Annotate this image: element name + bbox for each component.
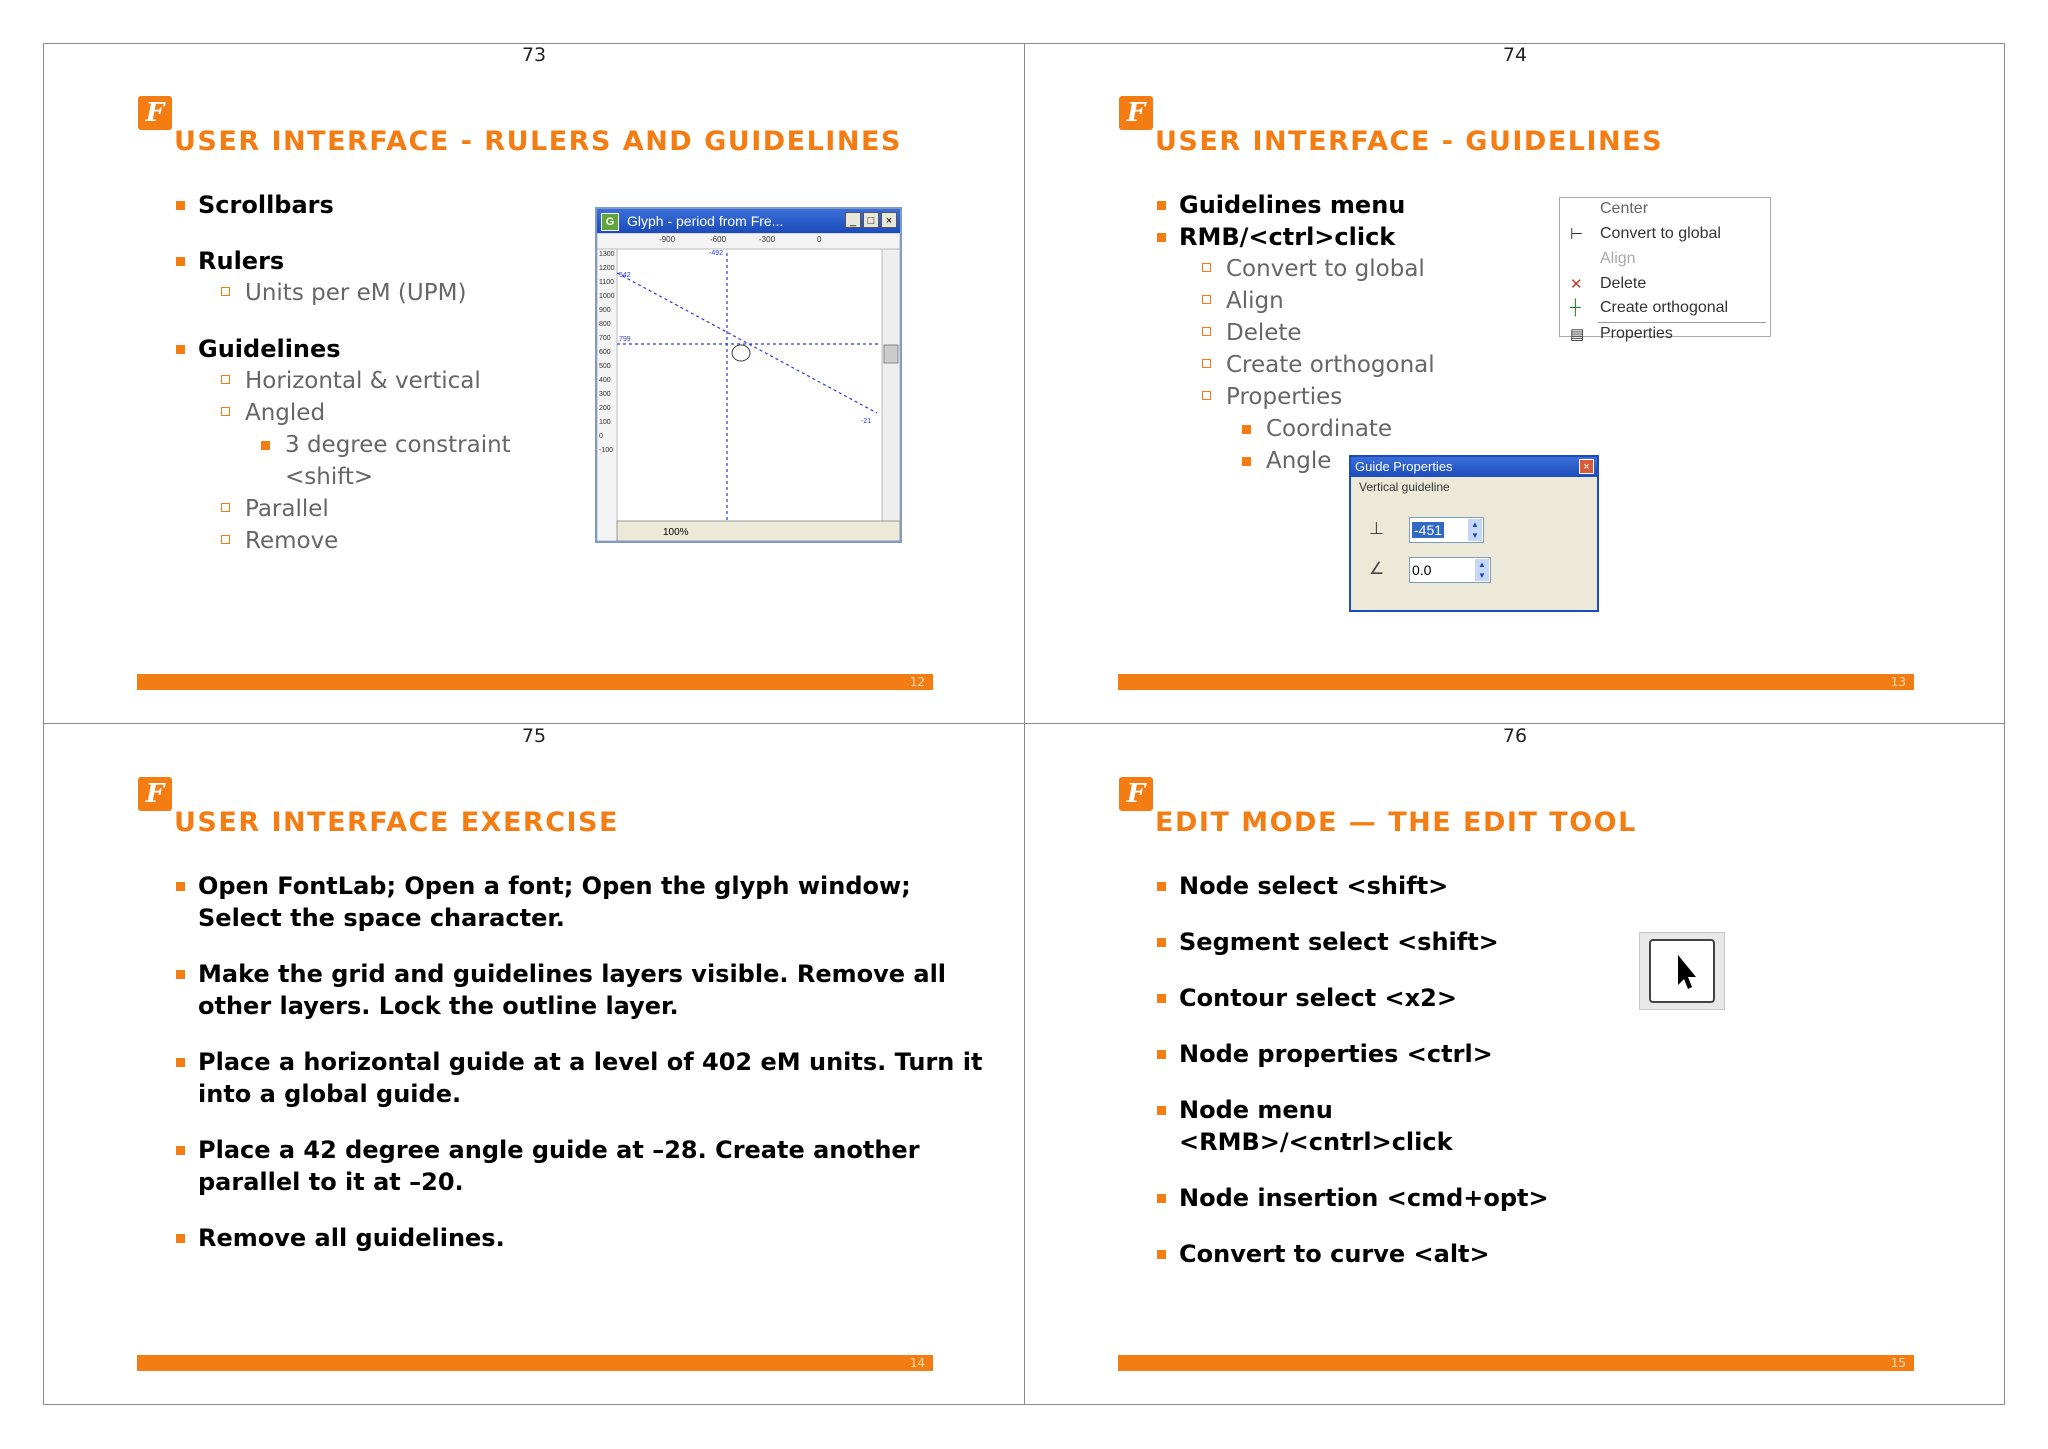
footer-bar [1118, 674, 1914, 690]
menu-item-center[interactable]: Center [1600, 200, 1649, 217]
ruler-left-label: 1200 [599, 265, 615, 272]
slide-title: USER INTERFACE - GUIDELINES [1155, 126, 1664, 157]
sub-bullet: Remove [221, 525, 511, 557]
bullet-list [1155, 870, 1549, 1270]
sub-bullet: Create orthogonal [1202, 349, 1435, 381]
guide-context-menu [1559, 197, 1771, 343]
ruler-top-label: -600 [710, 235, 727, 244]
bullet: Rulers [174, 245, 511, 277]
menu-item-delete[interactable]: Delete [1600, 275, 1647, 292]
delete-icon: ✕ [1570, 276, 1583, 293]
sub-bullet: Convert to global [1202, 253, 1435, 285]
guide-label: -21 [861, 418, 872, 425]
sub-sub-bullet: 3 degree constraint [261, 429, 511, 461]
close-icon[interactable]: × [1579, 459, 1594, 474]
ruler-left-label: -100 [599, 447, 614, 454]
logo-icon: F [1119, 777, 1153, 811]
logo-icon: F [1119, 96, 1153, 130]
bullet: Node select <shift> [1155, 870, 1549, 902]
glyph-window-title: Glyph - period from Fre... [627, 213, 784, 229]
bullet-list [174, 189, 511, 557]
convert-icon: ⊢ [1570, 226, 1584, 243]
ruler-left-label: 100 [599, 419, 611, 426]
bullet: Node menu <RMB>/<cntrl>click [1155, 1094, 1549, 1158]
slide-73 [44, 44, 1024, 724]
spin-icon[interactable]: ▲ ▼ [1475, 559, 1489, 581]
sub-sub-bullet-continuation: <shift> [285, 464, 374, 490]
guide-label: -492 [709, 250, 724, 257]
bullet: Guidelines menu [1155, 189, 1435, 221]
sub-sub-bullet: Angle [1242, 445, 1435, 477]
sub-bullet: Units per eM (UPM) [221, 277, 511, 309]
footer-bar [137, 1355, 933, 1371]
bullet: Convert to curve <alt> [1155, 1238, 1549, 1270]
guide-label: 799 [619, 336, 631, 343]
close-icon[interactable]: × [881, 212, 897, 228]
properties-icon: ▤ [1570, 326, 1585, 343]
menu-item-orthogonal[interactable]: Create orthogonal [1600, 299, 1729, 316]
page-number: 73 [521, 44, 547, 66]
sub-bullet: Horizontal & vertical [221, 365, 511, 397]
ruler-left-label: 400 [599, 377, 611, 384]
ruler-left-label: 1100 [599, 279, 615, 286]
sub-bullet: Angled [221, 397, 511, 429]
sub-sub-bullet: Coordinate [1242, 413, 1435, 445]
bullet: Remove all guidelines. [174, 1222, 982, 1254]
ruler-left-label: 1300 [599, 251, 615, 258]
ruler-left-label: 700 [599, 335, 611, 342]
spin-icon[interactable]: ▲ ▼ [1468, 519, 1482, 541]
guide-properties-dialog [1349, 455, 1599, 612]
maximize-icon[interactable]: □ [863, 212, 879, 228]
dialog-subtitle: Vertical guideline [1359, 480, 1450, 494]
ruler-left-label: 900 [599, 307, 611, 314]
footer-bar [1118, 1355, 1914, 1371]
slide-title: USER INTERFACE EXERCISE [174, 807, 619, 838]
menu-item-convert[interactable]: Convert to global [1600, 225, 1721, 242]
ruler-left-label: 600 [599, 349, 611, 356]
ruler-top-label: 0 [817, 235, 822, 244]
page-number: 75 [521, 725, 547, 747]
page-number: 74 [1502, 44, 1528, 66]
sub-bullet: Parallel [221, 493, 511, 525]
sub-bullet: Delete [1202, 317, 1435, 349]
bullet: Open FontLab; Open a font; Open the glyph window; Select the space character. [174, 870, 982, 934]
bullet: Make the grid and guidelines layers visible. Remove all other layers. Lock the outline layer. [174, 958, 982, 1022]
bullet: Scrollbars [174, 189, 511, 221]
slide-number: 14 [909, 1356, 925, 1370]
slide-75 [44, 725, 1024, 1405]
ruler-left-label: 800 [599, 321, 611, 328]
glyph-window-screenshot [595, 207, 902, 543]
ruler-left-label: 200 [599, 405, 611, 412]
bullet: Place a 42 degree angle guide at –28. Create another parallel to it at –20. [174, 1134, 982, 1198]
dialog-title: Guide Properties × [1351, 457, 1597, 477]
bullet-list [174, 870, 982, 1254]
ruler-left-label: 500 [599, 363, 611, 370]
sub-bullet: Align [1202, 285, 1435, 317]
arrow-cursor-icon [1651, 941, 1713, 1001]
glyph-window-titlebar [597, 209, 900, 233]
logo-icon: F [138, 96, 172, 130]
orthogonal-icon: ┼ [1570, 299, 1581, 316]
edit-tool-button[interactable] [1639, 932, 1725, 1010]
slide-title: USER INTERFACE - RULERS AND GUIDELINES [174, 126, 902, 157]
footer-bar [137, 674, 933, 690]
slide-number: 12 [909, 675, 925, 689]
slide-76 [1025, 725, 2005, 1405]
logo-icon: F [138, 777, 172, 811]
slide-title: EDIT MODE — THE EDIT TOOL [1155, 807, 1637, 838]
angle-icon: ∠ [1369, 559, 1385, 578]
bullet: Guidelines [174, 333, 511, 365]
glyph-canvas [597, 233, 900, 541]
slide-74 [1025, 44, 2005, 724]
bullet: Node insertion <cmd+opt> [1155, 1182, 1549, 1214]
zoom-value: 100% [663, 527, 689, 538]
ruler-top-label: -900 [659, 235, 676, 244]
bullet: Segment select <shift> [1155, 926, 1549, 958]
ruler-left-label: 0 [599, 433, 603, 440]
bullet: Node properties <ctrl> [1155, 1038, 1549, 1070]
menu-item-align[interactable]: Align [1600, 250, 1636, 267]
slide-number: 15 [1890, 1356, 1906, 1370]
angle-field[interactable]: 0.0 ▲ ▼ [1409, 557, 1491, 583]
ruler-left-label: 300 [599, 391, 611, 398]
bullet-list [1155, 189, 1435, 477]
bullet-continuation: RMB/<ctrl>click [1155, 221, 1435, 253]
ruler-left-label: 1000 [599, 293, 615, 300]
bullet: Place a horizontal guide at a level of 402 eM units. Turn it into a global guide. [174, 1046, 982, 1110]
page-number: 76 [1502, 725, 1528, 747]
bullet: Contour select <x2> [1155, 982, 1549, 1014]
ruler-top-label: -300 [759, 235, 776, 244]
guide-label: 542 [619, 272, 631, 279]
position-field[interactable]: -451 ▲ ▼ [1409, 517, 1484, 543]
glyph-app-icon: G [601, 213, 619, 231]
position-icon: ⊥ [1369, 519, 1384, 538]
menu-item-properties[interactable]: Properties [1600, 325, 1673, 342]
sub-bullet: Properties [1202, 381, 1435, 413]
minimize-icon[interactable]: _ [845, 212, 861, 228]
slide-number: 13 [1890, 675, 1906, 689]
